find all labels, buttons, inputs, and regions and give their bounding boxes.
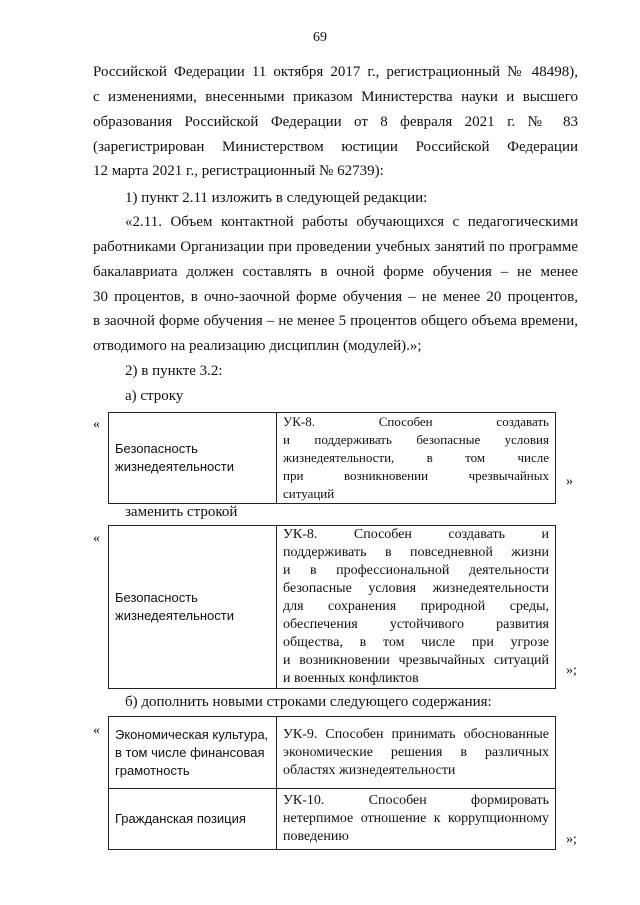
item-2a: а) строку — [125, 388, 184, 404]
competence-line: поддерживать в повседневной жизни — [283, 545, 549, 560]
discipline-cell: Безопасность жизнедеятельности — [109, 526, 277, 689]
item-1: 1) пункт 2.11 изложить в следующей редакции: — [125, 190, 428, 206]
close-quote: » — [566, 474, 573, 489]
competence-line: и военных конфликтов — [283, 671, 419, 686]
discipline-cell: Экономическая культура, в том числе финансовая грамотность — [109, 717, 277, 789]
competence-line: безопасные условия жизнедеятельности — [283, 581, 549, 596]
clause-line: в заочной форме обучения – не менее 5 процентов общего объема времени, — [93, 313, 578, 329]
close-quote-semicolon: »; — [566, 832, 577, 847]
competence-line: УК-8. Способен создавать — [283, 414, 549, 429]
discipline-cell: Гражданская позиция — [109, 789, 277, 850]
clause-line: 30 процентов, в очно-заочной форме обучения – не менее 20 процентов, — [93, 289, 578, 305]
competence-line: обеспечения устойчивого развития — [283, 617, 549, 632]
competence-line: областях жизнедеятельности — [283, 762, 456, 778]
intro-line: 12 марта 2021 г., регистрационный № 62739): — [93, 163, 384, 179]
clause-line: бакалавриата должен составлять в очной форме обучения – не менее — [93, 264, 578, 280]
open-quote: « — [93, 417, 100, 432]
intro-line: Российской Федерации 11 октября 2017 г., регистрационный № 48498), — [93, 64, 578, 80]
close-quote-semicolon: »; — [566, 663, 577, 678]
competence-line: поведению — [283, 829, 349, 844]
competence-line: и поддерживать безопасные условия — [283, 432, 549, 447]
table-old-row — [108, 412, 556, 504]
intro-line: образования Российской Федерации от 8 февраля 2021 г. № 83 — [93, 114, 578, 130]
competence-line: при возникновении чрезвычайных — [283, 468, 549, 483]
competence-line: экономические решения в различных — [283, 744, 549, 760]
competence-line: нетерпимое отношение к коррупционному — [283, 811, 549, 826]
competence-line: ситуаций — [283, 486, 335, 501]
competence-cell — [277, 413, 556, 504]
competence-line: общества, в том числе при угрозе — [283, 635, 549, 650]
open-quote: « — [93, 531, 100, 546]
clause-line: работниками Организации при проведении учебных занятий по программе — [93, 239, 578, 255]
clause-line: «2.11. Объем контактной работы обучающихся с педагогическими — [125, 214, 578, 230]
item-2: 2) в пункте 3.2: — [125, 363, 223, 379]
competence-line: для сохранения природной среды, — [283, 599, 549, 614]
competence-line: и в профессиональной деятельности — [283, 563, 549, 578]
table-new-row — [108, 525, 556, 689]
open-quote: « — [93, 723, 100, 738]
table-added-rows — [108, 716, 556, 850]
replace-text: заменить строкой — [125, 504, 238, 520]
competence-line: УК-10. Способен формировать — [283, 793, 549, 808]
item-2b: б) дополнить новыми строками следующего содержания: — [125, 694, 492, 710]
intro-line: (зарегистрирован Министерством юстиции Российской Федерации — [93, 139, 578, 155]
competence-line: и возникновении чрезвычайных ситуаций — [283, 653, 549, 668]
competence-line: УК-9. Способен принимать обоснованные — [283, 726, 549, 742]
competence-line: УК-8. Способен создавать и — [283, 527, 549, 542]
clause-line: отводимого на реализацию дисциплин (модулей).»; — [93, 338, 422, 354]
page-number: 69 — [313, 30, 327, 45]
competence-cell — [277, 717, 556, 789]
discipline-cell: Безопасность жизнедеятельности — [109, 413, 277, 504]
competence-cell — [277, 526, 556, 689]
competence-line: жизнедеятельности, в том числе — [283, 450, 549, 465]
competence-cell — [277, 789, 556, 850]
intro-line: с изменениями, внесенными приказом Министерства науки и высшего — [93, 89, 578, 105]
